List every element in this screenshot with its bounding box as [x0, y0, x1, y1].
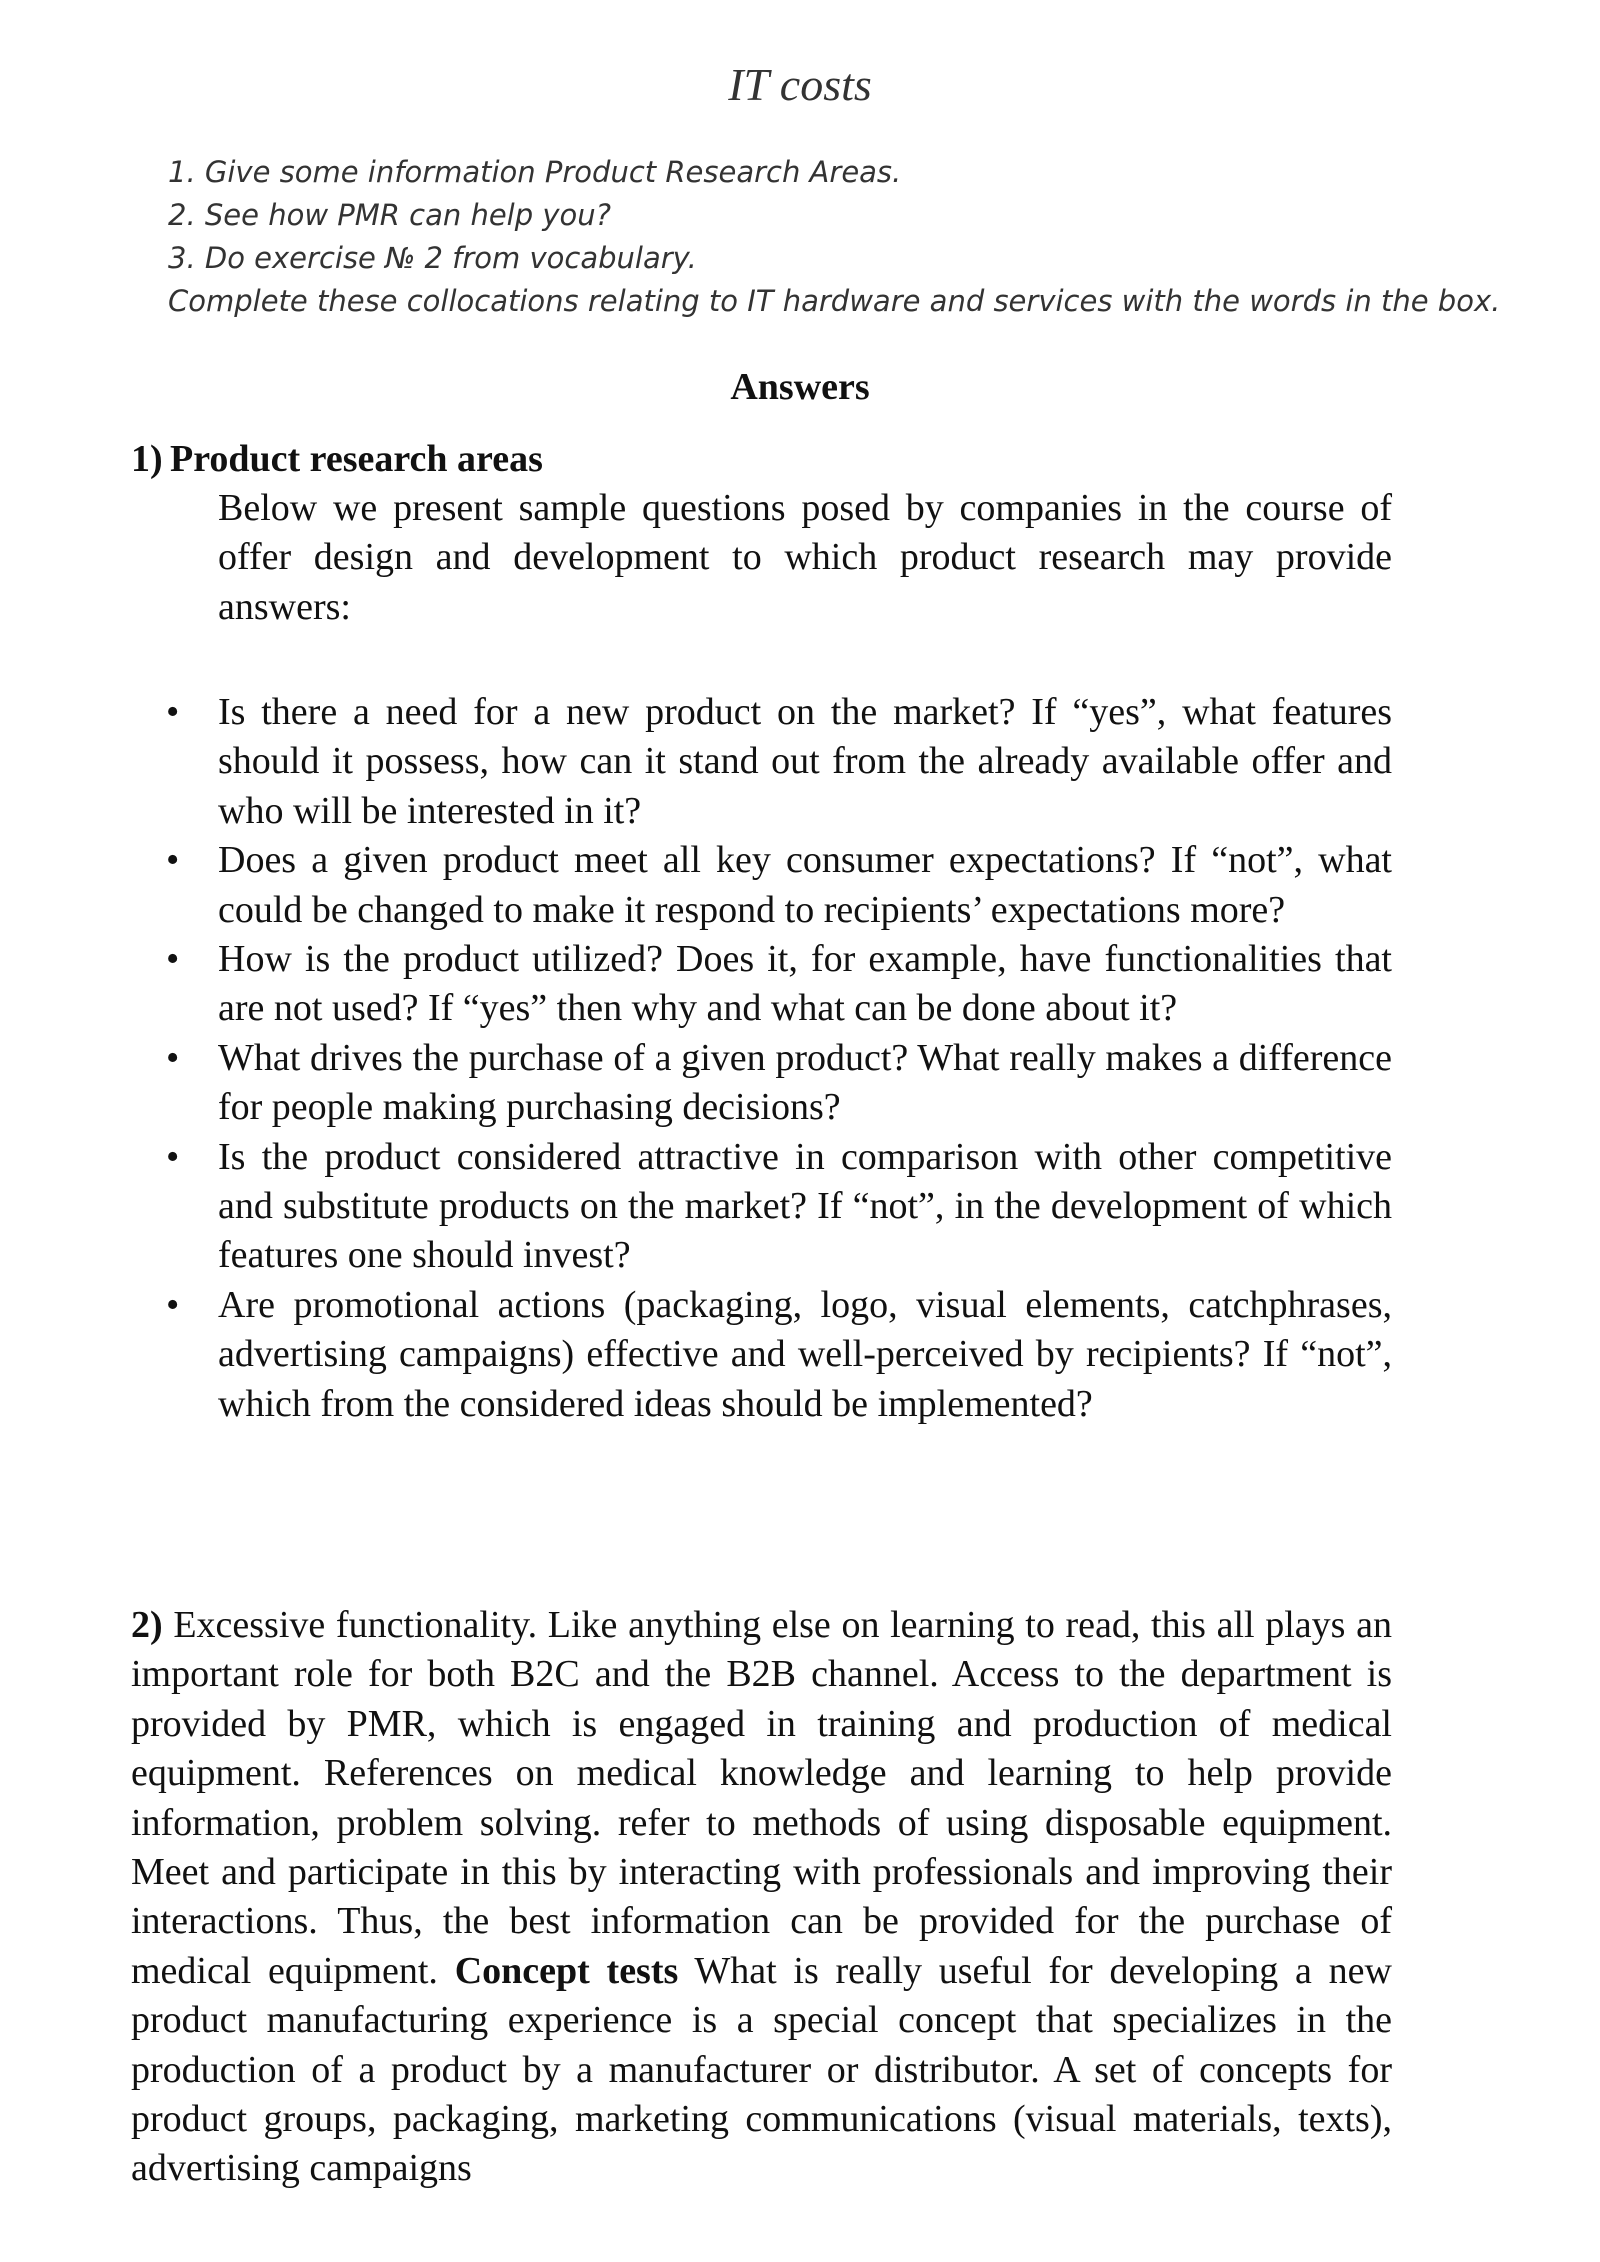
bullet-icon: • — [166, 1283, 180, 1326]
task-instruction: Complete these collocations relating to IT hardware and services with the words in the box. — [168, 284, 1501, 318]
section-2-paragraph — [131, 1601, 1392, 2194]
question-text: How is the product utilized? Does it, for example, have functionalities that are not used? If “yes” then why and what can be done about it? — [218, 938, 1392, 1030]
page-title: IT costs — [728, 59, 872, 110]
section-1-title: Product research areas — [170, 438, 543, 480]
bullet-icon: • — [166, 938, 180, 981]
concept-tests-term: Concept tests — [454, 1949, 679, 1992]
section-1-intro: Below we present sample questions posed by companies in the course of offer design and development to which product research may provide answers: — [218, 487, 1392, 628]
question-item — [166, 836, 1392, 935]
section-2-text-part2: What is really useful for developing a new product manufacturing experience is a special concept that specializes in the production of a product by a manufacturer or distributor. A set of concepts for product groups, packaging, marketing communications (visual materials, texts), advertising campaigns — [131, 1949, 1392, 2190]
task-list — [168, 151, 1501, 323]
answers-heading: Answers — [730, 366, 870, 408]
question-text: Is the product considered attractive in comparison with other competitive and substitute products on the market? If “not”, in the development of which features one should invest? — [218, 1135, 1392, 1277]
bullet-icon: • — [166, 691, 180, 733]
question-list — [166, 688, 1392, 1429]
section-1-number: 1) — [131, 438, 163, 480]
section-2-number: 2) — [131, 1604, 163, 1646]
task-item: 3. Do exercise № 2 from vocabulary. — [168, 241, 697, 275]
task-item: 1. Give some information Product Research Areas. — [168, 155, 902, 189]
section-1-heading — [131, 434, 543, 484]
bullet-icon: • — [166, 1135, 180, 1178]
question-item — [166, 1133, 1392, 1281]
question-text: What drives the purchase of a given product? What really makes a difference for people making purchasing decisions? — [218, 1036, 1392, 1129]
question-item — [166, 1034, 1392, 1133]
task-item: 2. See how PMR can help you? — [168, 198, 612, 232]
question-text: Is there a need for a new product on the market? If “yes”, what features should it possess, how can it stand out from the already available offer and who will be interested in it? — [218, 691, 1392, 832]
question-item — [166, 1281, 1392, 1429]
question-item — [166, 688, 1392, 836]
section-2-text-part1: Excessive functionality. Like anything else on learning to read, this all plays an important role for both B2C and the B2B channel. Access to the department is provided by PMR, which is engaged in training and production of medical equipment. References on medical knowledge and learning to help provide information, problem solving. refer to methods of using disposable equipment. Meet and participate in this by interacting with professionals and improving their interactions. Thus, the best information can be provided for the purchase of medical equipment. — [131, 1604, 1392, 1992]
bullet-icon: • — [166, 839, 180, 882]
question-text: Are promotional actions (packaging, logo, visual elements, catchphrases, advertising campaigns) effective and well-perceived by recipients? If “not”, which from the considered ideas should be implemented? — [218, 1283, 1392, 1425]
bullet-icon: • — [166, 1036, 180, 1079]
question-text: Does a given product meet all key consumer expectations? If “not”, what could be changed to make it respond to recipients’ expectations more? — [218, 839, 1392, 931]
question-item — [166, 935, 1392, 1034]
